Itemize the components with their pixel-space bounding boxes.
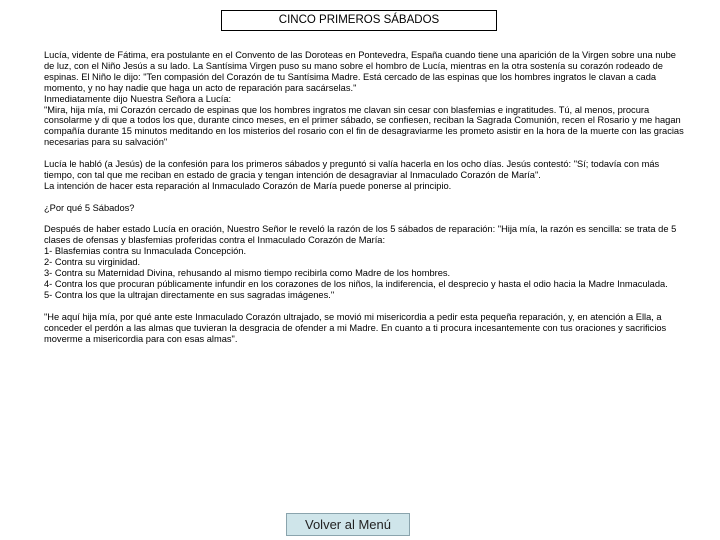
paragraph: Inmediatamente dijo Nuestra Señora a Lucía: [44, 93, 232, 104]
paragraph: 1- Blasfemias contra su Inmaculada Concepción. [44, 246, 247, 257]
paragraph: 2- Contra su virginidad. [44, 257, 141, 268]
paragraph: ¿Por qué 5 Sábados? [44, 202, 135, 213]
paragraph: Después de haber estado Lucía en oración, Nuestro Señor le reveló la razón de los 5 sábados de reparación: "Hija mía, la razón es sencilla: se trata de 5 clases de ofensas y blasfemias proferidas contra el Inmaculado Corazón de María: [44, 224, 677, 246]
paragraph-spacer [44, 148, 684, 159]
paragraph: Lucía, vidente de Fátima, era postulante en el Convento de las Doroteas en Pontevedra, España cuando tiene una aparición de la Virgen sobre una nube de luz, con el Niño Jesús a su lado. La Santísima Virgen puso su mano sobre el hombro de Lucía, mientras en la otra sostenía su corazón rodeado de espinas. El Niño le dijo: "Ten compasión del Corazón de tu Santísima Madre. Está cercado de las espinas que los hombres ingratos le clavan a cada momento, y no hay nadie que haga un acto de reparación para sacárselas." [44, 50, 676, 93]
paragraph-spacer [44, 301, 684, 312]
paragraph: Lucía le habló (a Jesús) de la confesión para los primeros sábados y preguntó si valía hacerla en los ocho días. Jesús contestó: "Sí; todavía con más tiempo, con tal que me reciban en estado de gracia y tengan intención de desagraviar al Inmaculado Corazón de María". [44, 159, 660, 180]
paragraph: "Mira, hija mía, mi Corazón cercado de espinas que los hombres ingratos me clavan sin cesar con blasfemias e ingratitudes. Tú, al menos, procura consolarme y di que a todos los que, durante cinco meses, en el primer sábado, se confiesen, reciban la Sagrada Comunión, recen el Rosario y me hagan compañía durante 15 minutos meditando en los misterios del rosario con el fin de desagraviarme les prometo asistir en la hora de la muerte con las gracias necesarias para su salvación" [44, 104, 684, 148]
paragraph: 4- Contra los que procuran públicamente infundir en los corazones de los niños, la indiferencia, el desprecio y hasta el odio hacia la Madre Inmaculada. [44, 278, 668, 289]
back-to-menu-button[interactable]: Volver al Menú [286, 513, 410, 536]
paragraph: 5- Contra los que la ultrajan directamente en sus sagradas imágenes." [44, 289, 335, 300]
paragraph-spacer [44, 192, 684, 203]
body-text [44, 50, 684, 344]
page-title: CINCO PRIMEROS SÁBADOS [221, 10, 497, 31]
paragraph: La intención de hacer esta reparación al Inmaculado Corazón de María puede ponerse al principio. [44, 180, 452, 191]
paragraph: 3- Contra su Maternidad Divina, rehusando al mismo tiempo recibirla como Madre de los hombres. [44, 268, 451, 279]
paragraph: "He aquí hija mía, por qué ante este Inmaculado Corazón ultrajado, se movió mi misericordia a pedir esta pequeña reparación, y, en atención a Ella, a conceder el perdón a las almas que tuvieran la desgracia de ofender a mi Madre. En cuanto a ti procura incesantemente con tus oraciones y sacrificios moverme a misericordia para con esas almas". [44, 311, 667, 344]
paragraph-spacer [44, 214, 684, 225]
